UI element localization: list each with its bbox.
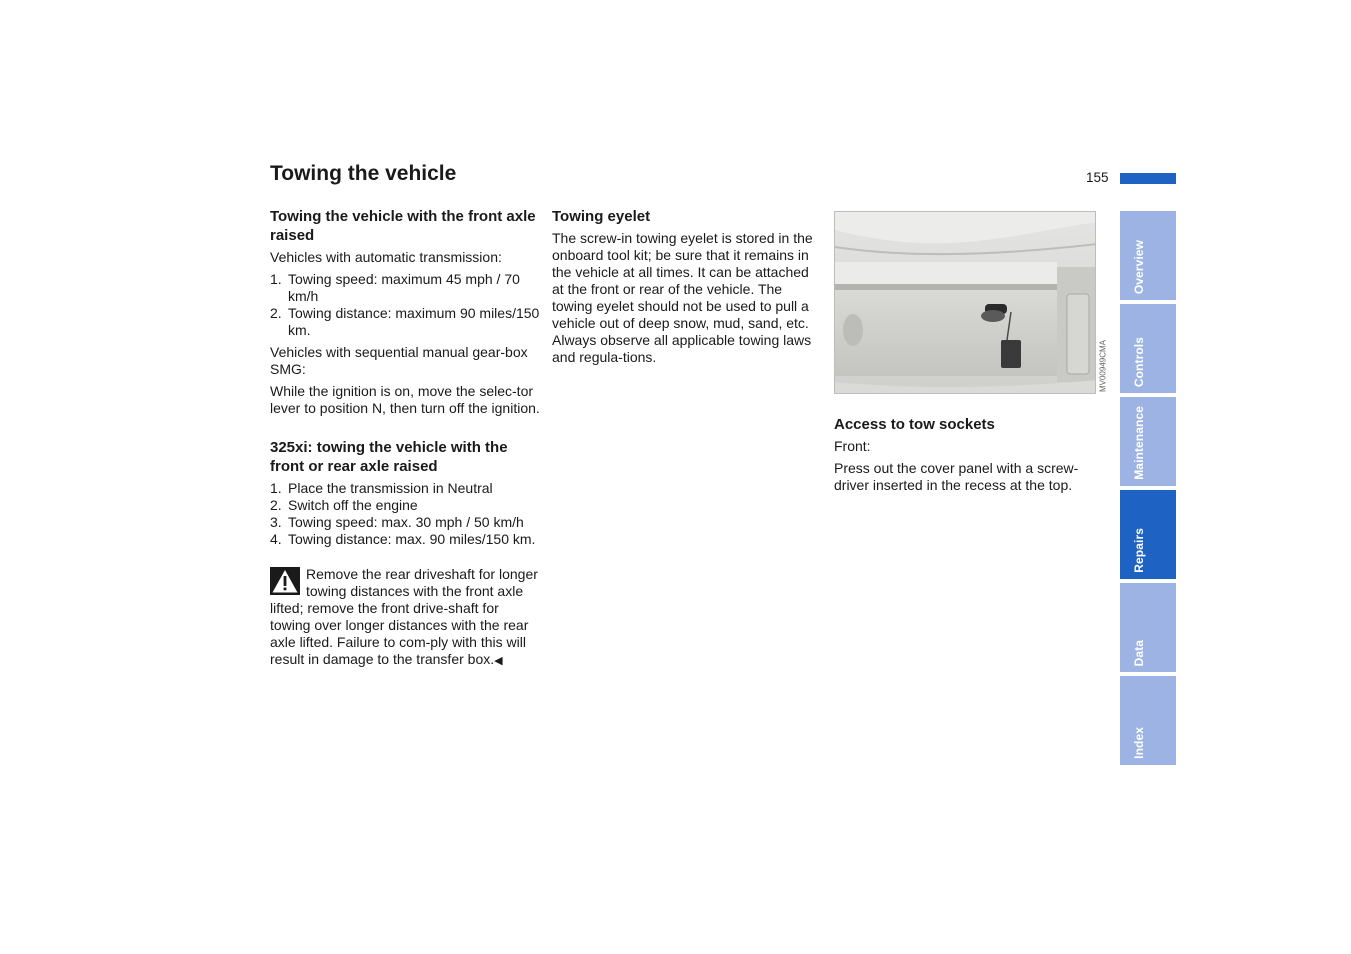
list-text: Place the transmission in Neutral [288,480,493,496]
list-325xi [270,480,542,548]
warning-triangle-icon [270,567,300,595]
end-mark-icon: ◀ [494,655,503,667]
paragraph-towing-eyelet: The screw-in towing eyelet is stored in the onboard tool kit; be sure that it remains in the vehicle at all times. It can be attached at the front or rear of the vehicle. The towing eyelet should not be used to pull a vehicle out of deep snow, mud, sand, etc. Always observe all applicable towing laws and regula-tions. [552,230,813,365]
list-text: Towing speed: maximum 45 mph / 70 km/h [288,271,520,304]
tab-controls[interactable] [1120,304,1176,393]
tab-label: Index [1132,727,1146,759]
list-number: 1. [270,271,282,287]
paragraph-automatic: Vehicles with automatic transmission: [270,249,502,265]
list-number: 3. [270,514,282,530]
list-item [270,531,542,548]
list-text: Switch off the engine [288,497,418,513]
column-middle [552,207,822,371]
tab-maintenance[interactable] [1120,397,1176,486]
list-number: 4. [270,531,282,547]
tab-data[interactable] [1120,583,1176,672]
page-number: 155 [1086,170,1109,185]
column-left [270,207,542,670]
tow-socket-illustration [835,212,1096,394]
list-number: 2. [270,305,282,321]
list-number: 1. [270,480,282,496]
paragraph-cover-panel: Press out the cover panel with a screw-driver inserted in the recess at the top. [834,460,1079,493]
tow-socket-figure [834,211,1096,394]
list-item [270,305,542,339]
list-number: 2. [270,497,282,513]
tab-repairs[interactable] [1120,490,1176,579]
warning-note [270,566,542,670]
column-right [834,415,1109,499]
tab-label: Data [1132,639,1146,666]
figure-code: MV00949CMA [1098,339,1108,393]
list-item [270,480,542,497]
section-heading-towing-eyelet: Towing eyelet [552,208,651,225]
section-heading-front-axle: Towing the vehicle with the front axle raised [270,208,536,244]
list-text: Towing distance: max. 90 miles/150 km. [288,531,536,547]
list-item [270,497,542,514]
warning-text: Remove the rear driveshaft for longer towing distances with the front axle lifted; remove the front drive-shaft for towing over longer distances with the rear axle lifted. Failure to com-ply with this will result in damage to the transfer box. [270,566,538,667]
tab-overview[interactable] [1120,211,1176,300]
header-accent-bar [1120,173,1176,184]
list-item [270,514,542,531]
list-text: Towing speed: max. 30 mph / 50 km/h [288,514,524,530]
page-title: Towing the vehicle [270,162,457,185]
paragraph-ignition: While the ignition is on, move the selec-tor lever to position N, then turn off the ignition. [270,383,540,416]
tab-label: Controls [1132,336,1146,387]
tab-index[interactable] [1120,676,1176,765]
paragraph-front: Front: [834,438,871,454]
list-item [270,271,542,305]
section-heading-tow-sockets: Access to tow sockets [834,416,995,433]
list-automatic [270,271,542,339]
section-heading-325xi: 325xi: towing the vehicle with the front or rear axle raised [270,439,508,475]
paragraph-smg: Vehicles with sequential manual gear-box SMG: [270,344,528,377]
tab-label: Repairs [1132,528,1146,573]
tab-label: Overview [1132,239,1146,294]
section-tabs [1120,211,1176,769]
list-text: Towing distance: maximum 90 miles/150 km. [288,305,540,338]
tab-label: Maintenance [1132,406,1146,480]
